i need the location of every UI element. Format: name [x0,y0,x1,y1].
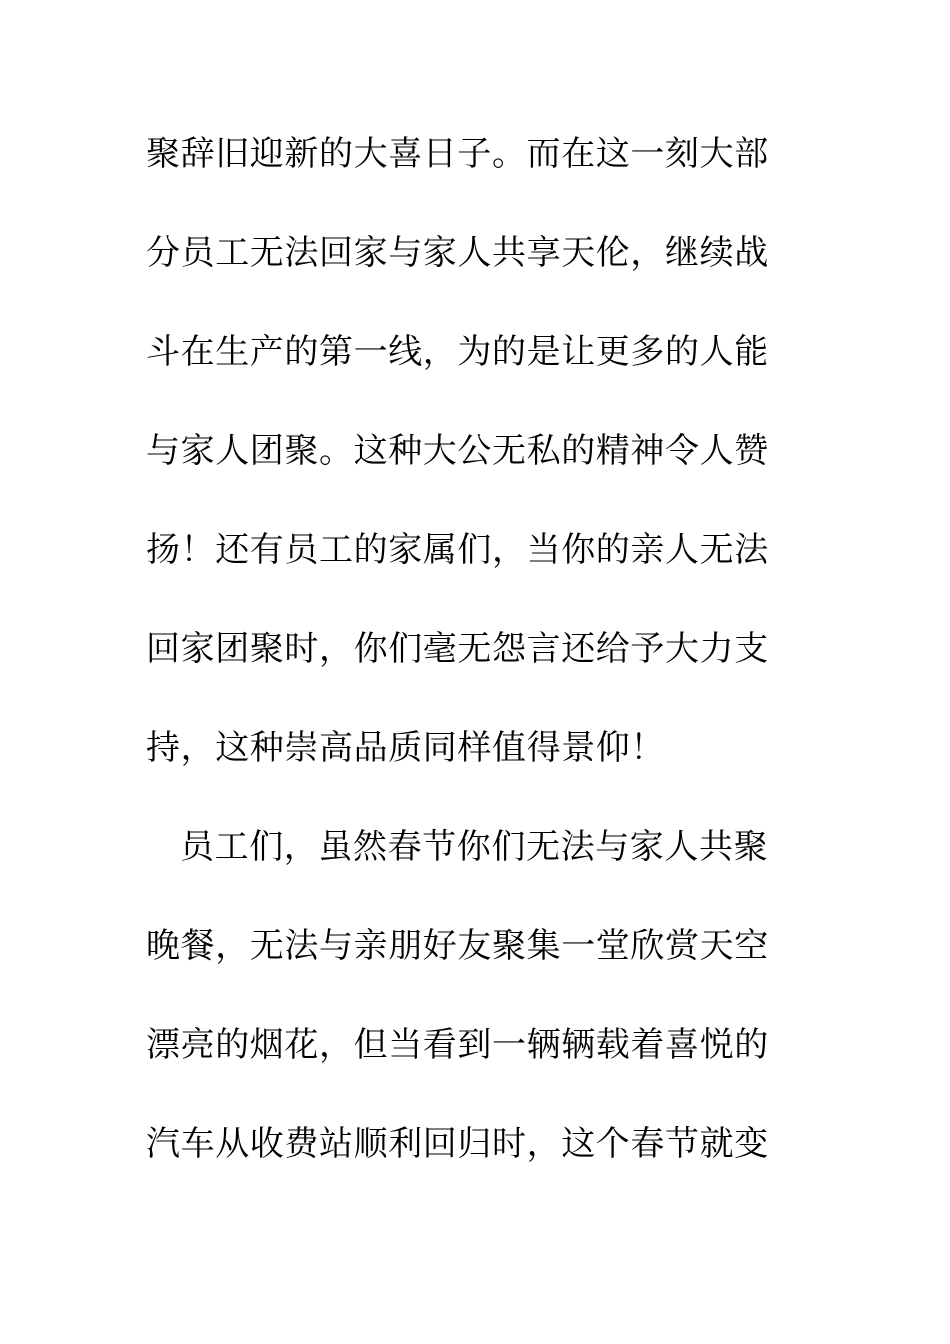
text-line: 分员工无法回家与家人共享天伦，继续战 [146,233,769,273]
document-body [146,124,786,1213]
text-line: 持，这种崇高品质同样值得景仰！ [146,728,665,768]
text-line: 与家人团聚。这种大公无私的精神令人赞 [146,431,769,471]
text-line: 汽车从收费站顺利回归时，这个春节就变 [146,1124,769,1164]
text-line: 回家团聚时，你们毫无怨言还给予大力支 [146,629,769,669]
text-line: 晚餐，无法与亲朋好友聚集一堂欣赏天空 [146,926,769,966]
text-line: 员工们，虽然春节你们无法与家人共聚 [180,827,769,867]
text-line: 扬！还有员工的家属们，当你的亲人无法 [146,530,769,570]
paragraph-1 [146,124,786,817]
text-line: 漂亮的烟花，但当看到一辆辆载着喜悦的 [146,1025,769,1065]
paragraph-2 [146,817,786,1213]
text-line: 聚辞旧迎新的大喜日子。而在这一刻大部 [146,134,769,174]
text-line: 斗在生产的第一线，为的是让更多的人能 [146,332,769,372]
